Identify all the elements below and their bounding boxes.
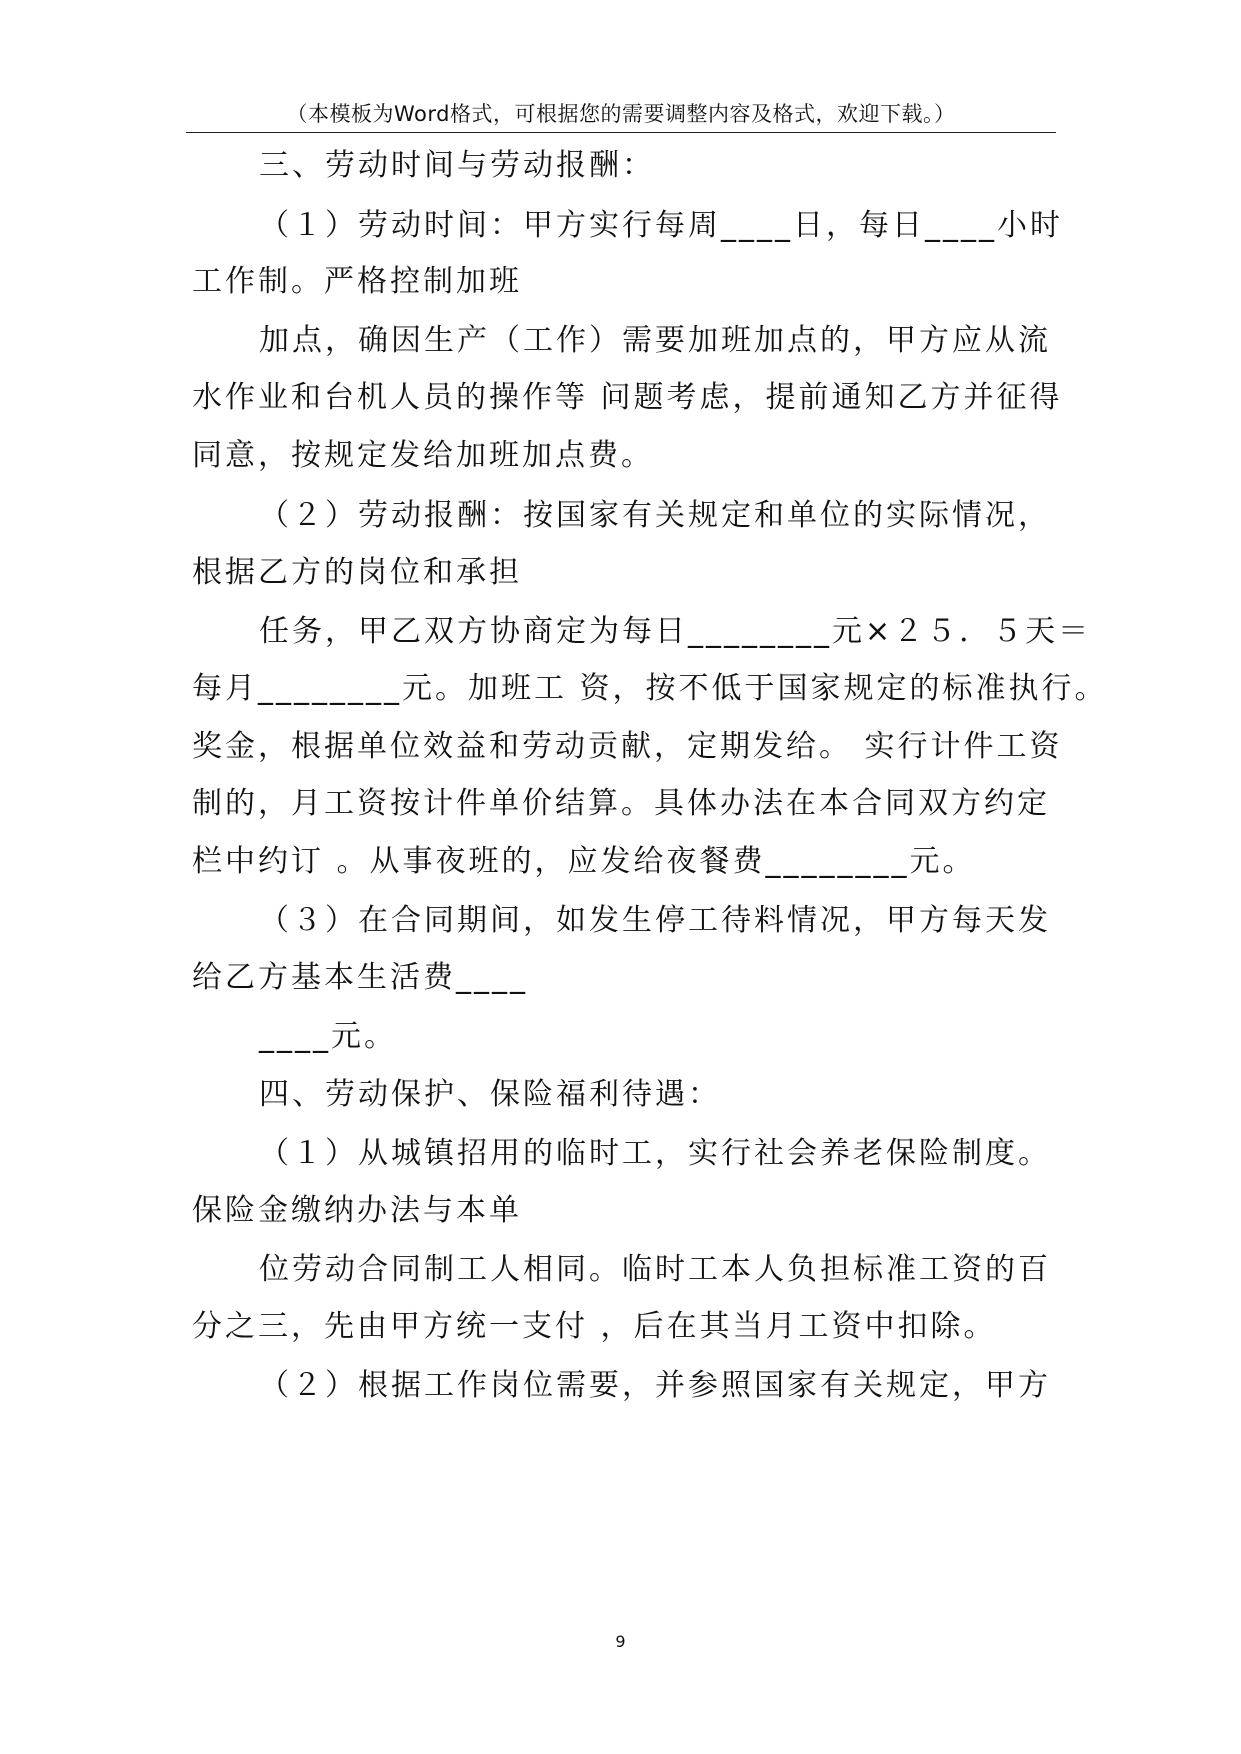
paragraph-line: （３）在合同期间，如发生停工待料情况，甲方每天发 [259, 903, 1051, 938]
paragraph-line: （１）从城镇招用的临时工，实行社会养老保险制度。 [259, 1136, 1051, 1171]
paragraph-line: 奖金，根据单位效益和劳动贡献，定期发给。 实行计件工资 [192, 729, 1063, 764]
paragraph-line: 给乙方基本生活费____ [192, 960, 528, 995]
paragraph-line: 位劳动合同制工人相同。临时工本人负担标准工资的百 [259, 1252, 1051, 1287]
page-number: 9 [615, 1632, 626, 1651]
paragraph-line: （２）根据工作岗位需要，并参照国家有关规定，甲方 [259, 1368, 1051, 1403]
section-heading-4: 四、劳动保护、保险福利待遇： [259, 1077, 721, 1112]
paragraph-line: （２）劳动报酬：按国家有关规定和单位的实际情况， [259, 498, 1051, 533]
header-divider [186, 132, 1056, 133]
paragraph-line: ____元。 [259, 1019, 397, 1054]
template-note-header: （本模板为Word格式，可根据您的需要调整内容及格式，欢迎下载。） [286, 102, 956, 126]
paragraph-line: （１）劳动时间：甲方实行每周____日，每日____小时 [259, 208, 1063, 243]
paragraph-line: 栏中约订 。从事夜班的，应发给夜餐费________元。 [192, 844, 976, 879]
paragraph-line: 制的，月工资按计件单价结算。具体办法在本合同双方约定 [192, 786, 1050, 821]
paragraph-line: 任务，甲乙双方协商定为每日________元×２５．５天＝ [259, 614, 1092, 649]
paragraph-line: 每月________元。加班工 资，按不低于国家规定的标准执行。 [192, 671, 1108, 706]
paragraph-line: 加点，确因生产（工作）需要加班加点的，甲方应从流 [259, 323, 1051, 358]
paragraph-line: 工作制。严格控制加班 [192, 264, 522, 299]
paragraph-line: 根据乙方的岗位和承担 [192, 555, 522, 590]
paragraph-line: 同意，按规定发给加班加点费。 [192, 438, 654, 473]
section-heading-3: 三、劳动时间与劳动报酬： [259, 148, 655, 183]
paragraph-line: 分之三，先由甲方统一支付 ，后在其当月工资中扣除。 [192, 1309, 997, 1344]
paragraph-line: 保险金缴纳办法与本单 [192, 1193, 522, 1228]
paragraph-line: 水作业和台机人员的操作等 问题考虑，提前通知乙方并征得 [192, 380, 1063, 415]
